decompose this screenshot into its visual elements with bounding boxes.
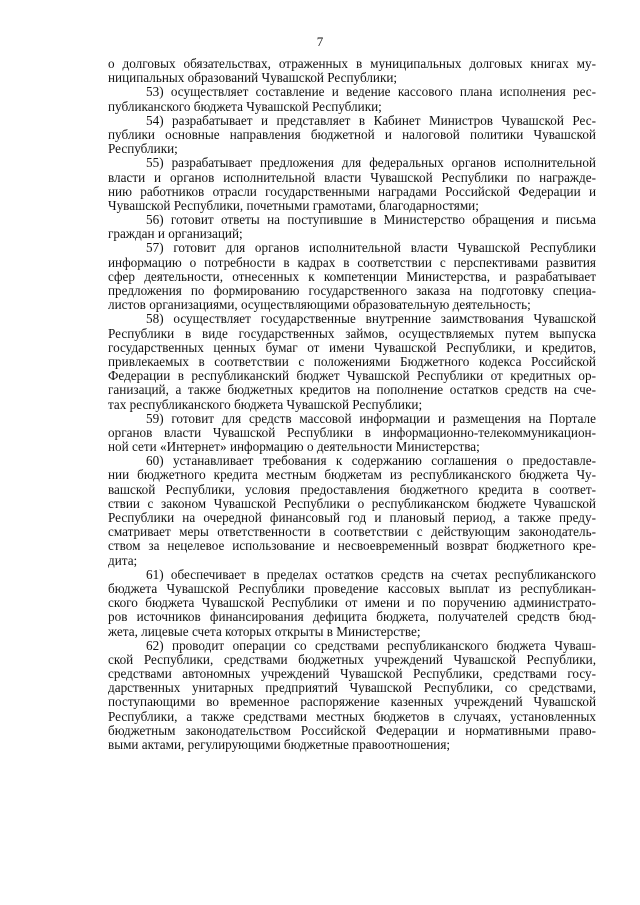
paragraph-p57	[108, 241, 596, 312]
paragraph-p59	[108, 412, 596, 455]
paragraph-p60	[108, 454, 596, 568]
text-line: публиканского бюджета Чувашской Республики;	[108, 99, 382, 114]
paragraph-p55	[108, 156, 596, 213]
paragraph-p58	[108, 312, 596, 411]
document-body	[108, 57, 596, 752]
text-line: 54) разрабатывает и представляет в Кабинет Министров Чувашской Рес-	[146, 113, 596, 128]
text-line: Республики в виде государственных займов, осуществляемых путем выпуска	[108, 326, 596, 341]
text-line: ниципальных образований Чувашской Республики;	[108, 71, 398, 86]
text-line: Чувашской Республики, почетными грамотами, благодарностями;	[108, 198, 479, 213]
text-line: нию работников отрасли государственными наградами Российской Федерации и	[108, 184, 596, 199]
text-line: выми актами, регулирующими бюджетные правоотношения;	[108, 738, 451, 752]
text-line: государственных ценных бумаг от имени Чувашской Республики, и кредитов,	[108, 340, 596, 355]
text-line: сматривает меры ответственности в соответствии с действующим законодатель-	[108, 525, 596, 540]
text-line: нии бюджетного кредита местным бюджетам из республиканского бюджета Чу-	[108, 468, 596, 483]
text-line: поступающими во временное распоряжение казенных учреждений Чувашской	[108, 695, 596, 710]
text-line: 62) проводит операции со средствами республиканского бюджета Чуваш-	[146, 638, 596, 653]
paragraph-p61	[108, 568, 596, 639]
text-line: 60) устанавливает требования к содержанию соглашения о предоставле-	[146, 454, 596, 469]
text-line: 55) разрабатывает предложения для федеральных органов исполнительной	[146, 156, 596, 171]
text-line: тах республиканского бюджета Чувашской Республики;	[108, 397, 423, 412]
text-line: ров источников финансирования дефицита бюджета, получателей средств бюд-	[108, 610, 596, 625]
paragraph-p53	[108, 85, 596, 113]
text-line: бюджетным законодательством Российской Федерации и нормативными право-	[108, 723, 596, 738]
text-line: публики основные направления бюджетной и налоговой политики Чувашской	[108, 127, 596, 142]
page-number: 7	[316, 34, 324, 49]
text-line: сфер деятельности, отнесенных к компетенции Министерства, и разрабатывает	[108, 269, 596, 284]
text-line: Республики, а также средствами местных бюджетов в случаях, установленных	[108, 709, 596, 724]
text-line: ством за нецелевое использование и несвоевременный возврат бюджетного кре-	[108, 539, 596, 554]
text-line: 53) осуществляет составление и ведение кассового плана исполнения рес-	[146, 85, 596, 100]
text-line: ганизаций, а также бюджетных кредитов на пополнение остатков средств на сче-	[108, 383, 596, 398]
text-line: жета, лицевые счета которых открыты в Министерстве;	[108, 624, 421, 639]
text-line: листов организациями, осуществляющими образовательную деятельность;	[108, 298, 531, 313]
paragraph-p56	[108, 213, 596, 241]
text-line: Республики;	[108, 142, 178, 157]
text-line: привлекаемых в соответствии с положениями Бюджетного кодекса Российской	[108, 354, 596, 369]
text-line: 61) обеспечивает в пределах остатков средств на счетах республиканского	[146, 567, 596, 582]
text-line: 58) осуществляет государственные внутренние заимствования Чувашской	[146, 312, 596, 327]
paragraph-p62	[108, 639, 596, 753]
text-line: средствами автономных учреждений Чувашской Республики, средствами госу-	[108, 667, 596, 682]
text-line: о долговых обязательствах, отраженных в муниципальных долговых книгах му-	[108, 57, 596, 71]
text-line: органов власти Чувашской Республики в информационно-телекоммуникацион-	[108, 425, 596, 440]
paragraph-p54	[108, 114, 596, 157]
text-line: информацию о потребности в кадрах в соответствии с перспективами развития	[108, 255, 596, 270]
text-line: 56) готовит ответы на поступившие в Министерство обращения и письма	[146, 213, 596, 228]
text-line: дарственных унитарных предприятий Чувашской Республики, со средствами,	[108, 681, 596, 696]
text-line: ствии с законом Чувашской Республики о республиканском бюджете Чувашской	[108, 496, 596, 511]
text-line: ского бюджета Чувашской Республики от имени и по поручению администрато-	[108, 596, 596, 611]
text-line: Федерации в республиканский бюджет Чувашской Республики от кредитных ор-	[108, 369, 596, 384]
text-line: вашской Республики, условия предоставления бюджетного кредита в соответ-	[108, 482, 596, 497]
text-line: ской Республики, средствами бюджетных учреждений Чувашской Республики,	[108, 652, 596, 667]
text-line: 59) готовит для средств массовой информации и размещения на Портале	[146, 411, 596, 426]
text-line: власти и органов исполнительной власти Чувашской Республики по награжде-	[108, 170, 596, 185]
text-line: дита;	[108, 553, 138, 568]
text-line: Республики на очередной финансовый год и плановый период, а также преду-	[108, 511, 596, 525]
text-line: 57) готовит для органов исполнительной власти Чувашской Республики	[146, 241, 596, 256]
text-line: бюджета Чувашской Республики проведение кассовых выплат из республикан-	[108, 581, 596, 596]
text-line: предложения по формированию государственного заказа на подготовку специа-	[108, 284, 596, 298]
paragraph-cont	[108, 57, 596, 85]
text-line: ной сети «Интернет» информацию о деятельности Министерства;	[108, 440, 480, 455]
text-line: граждан и организаций;	[108, 227, 243, 242]
